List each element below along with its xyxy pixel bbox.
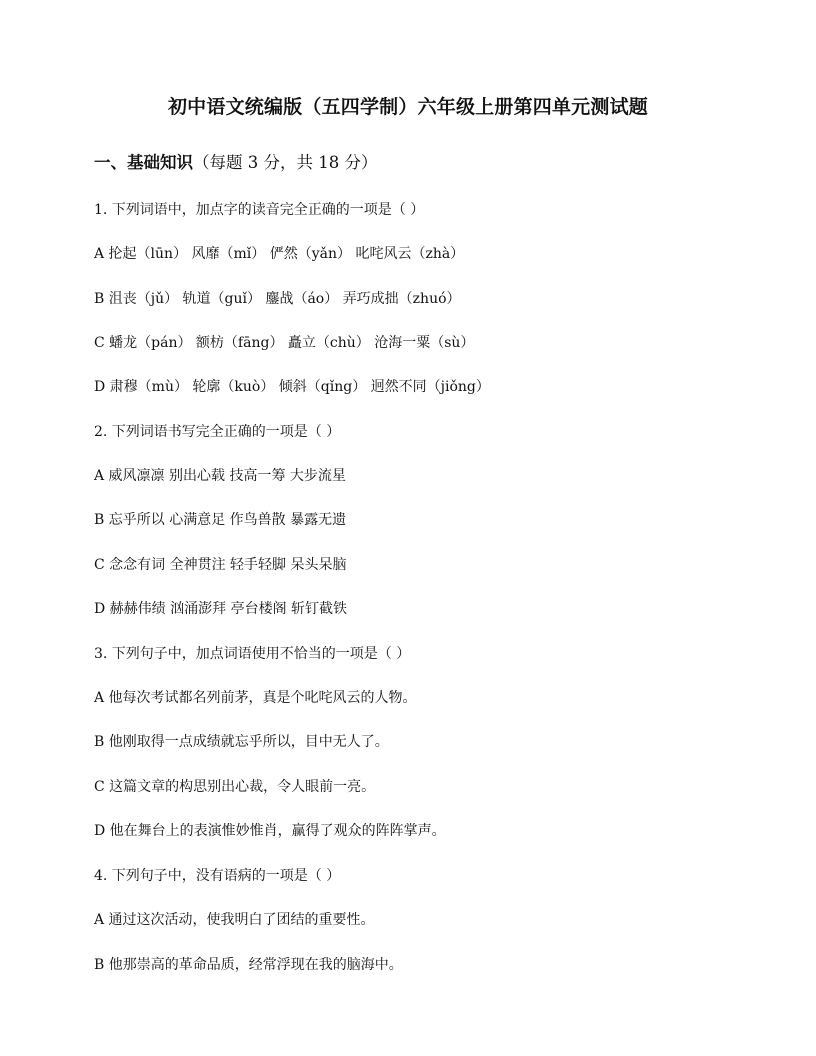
question-2-option-d: D 赫赫伟绩 汹涌澎拜 亭台楼阁 斩钉截铁 <box>94 601 348 617</box>
question-3-option-a: A 他每次考试都名列前茅，真是个叱咤风云的人物。 <box>94 690 417 706</box>
section-heading-note: （每题 3 分，共 18 分） <box>193 153 378 172</box>
question-4-option-b: B 他那崇高的革命品质，经常浮现在我的脑海中。 <box>94 957 403 973</box>
question-1: 1. 下列词语中，加点字的读音完全正确的一项是（ ） <box>94 202 425 218</box>
section-heading <box>94 149 377 173</box>
page-title: 初中语文统编版（五四学制）六年级上册第四单元测试题 <box>167 96 648 118</box>
question-2-option-a: A 威风凛凛 别出心载 技高一筹 大步流星 <box>94 468 346 484</box>
question-3-option-d: D 他在舞台上的表演惟妙惟肖，赢得了观众的阵阵掌声。 <box>94 823 446 839</box>
question-3-option-c: C 这篇文章的构思别出心裁，令人眼前一亮。 <box>94 779 376 795</box>
question-1-option-a: A 抡起（lūn） 风靡（mǐ） 俨然（yǎn） 叱咤风云（zhà） <box>94 246 465 262</box>
question-3-option-b: B 他刚取得一点成绩就忘乎所以，目中无人了。 <box>94 734 389 750</box>
question-1-option-c: C 蟠龙（pán） 额枋（fāng） 矗立（chù） 沧海一粟（sù） <box>94 335 475 351</box>
section-heading-label: 一、基础知识 <box>94 153 193 172</box>
question-3: 3. 下列句子中，加点词语使用不恰当的一项是（ ） <box>94 646 411 662</box>
question-4: 4. 下列句子中，没有语病的一项是（ ） <box>94 868 341 884</box>
question-4-option-a: A 通过这次活动，使我明白了团结的重要性。 <box>94 912 375 928</box>
question-1-option-b: B 沮丧（jǔ） 轨道（guǐ） 鏖战（áo） 弄巧成拙（zhuó） <box>94 291 461 307</box>
question-2-option-b: B 忘乎所以 心满意足 作鸟兽散 暴露无遗 <box>94 512 347 528</box>
question-1-option-d: D 肃穆（mù） 轮廓（kuò） 倾斜（qǐng） 迥然不同（jiǒng） <box>94 379 490 395</box>
question-2-option-c: C 念念有词 全神贯注 轻手轻脚 呆头呆脑 <box>94 557 347 573</box>
question-2: 2. 下列词语书写完全正确的一项是（ ） <box>94 424 341 440</box>
